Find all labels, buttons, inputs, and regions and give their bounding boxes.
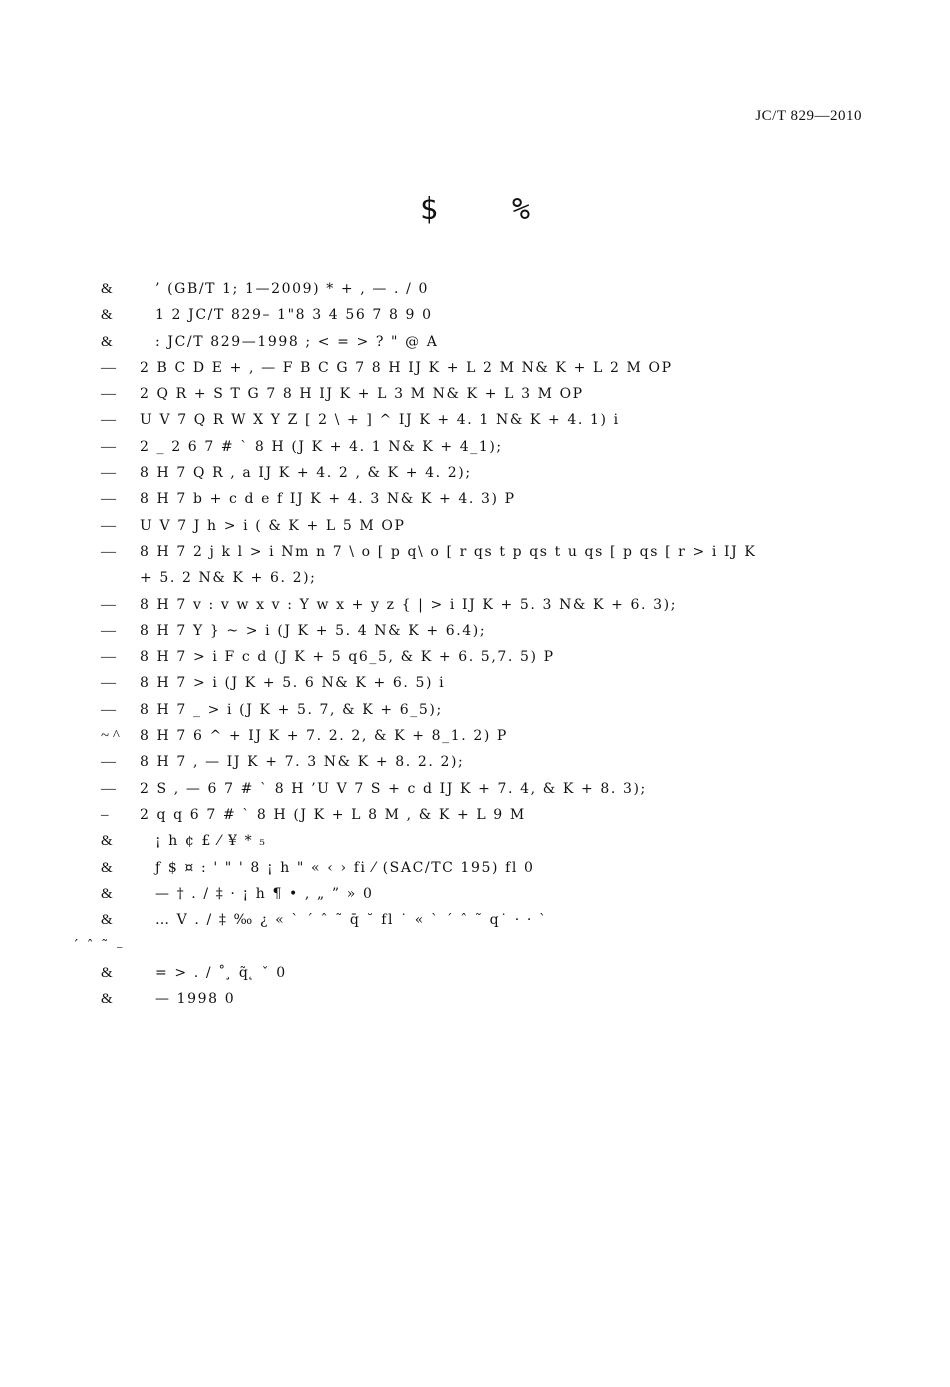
line-text: ´ ˆ ˜ ₋ bbox=[72, 938, 125, 955]
text-line bbox=[0, 276, 950, 302]
text-line bbox=[0, 381, 950, 407]
header-standard-code: JC/T 829—2010 bbox=[755, 108, 862, 124]
page-title bbox=[0, 192, 950, 227]
line-marker: — bbox=[101, 438, 116, 455]
line-text: ƒ $ ¤ : ' " ' 8 ¡ h " « ‹ › fi ⁄ (SAC/TC 195) fl 0 bbox=[155, 859, 535, 876]
line-text: U V 7 J h > i ( & K + L 5 M OP bbox=[140, 517, 406, 534]
text-line bbox=[0, 697, 950, 723]
line-text: 8 H 7 > i (J K + 5. 6 N& K + 6. 5) i bbox=[140, 675, 446, 692]
line-text: 8 H 7 Q R , a IJ K + 4. 2 , & K + 4. 2); bbox=[140, 465, 472, 482]
line-marker: — bbox=[101, 754, 116, 771]
line-marker: — bbox=[101, 701, 116, 718]
line-text: — † . / ‡ · ¡ h ¶ • , „ ” » 0 bbox=[155, 885, 374, 902]
line-marker: & bbox=[101, 833, 113, 850]
text-line bbox=[0, 933, 950, 959]
text-line bbox=[0, 776, 950, 802]
text-line bbox=[0, 907, 950, 933]
text-line bbox=[0, 355, 950, 381]
line-text: U V 7 Q R W X Y Z [ 2 \ + ] ^ IJ K + 4. 1 N& K + 4. 1) i bbox=[140, 412, 620, 429]
line-marker: — bbox=[101, 517, 116, 534]
line-marker: & bbox=[101, 885, 113, 902]
line-marker: & bbox=[101, 333, 113, 350]
line-marker: — bbox=[101, 596, 116, 613]
line-text: 8 H 7 , — IJ K + 7. 3 N& K + 8. 2. 2); bbox=[140, 754, 465, 771]
line-text: ’ (GB/T 1; 1—2009) * + , — . / 0 bbox=[155, 281, 430, 297]
line-text: 8 H 7 v : v w x v : Y w x + y z { | > i IJ K + 5. 3 N& K + 6. 3); bbox=[140, 596, 678, 613]
title-part: $ bbox=[419, 192, 438, 227]
line-text: + 5. 2 N& K + 6. 2); bbox=[140, 570, 317, 587]
text-line bbox=[0, 618, 950, 644]
line-marker: — bbox=[101, 465, 116, 482]
text-line bbox=[0, 434, 950, 460]
line-text: 2 Q R + S T G 7 8 H IJ K + L 3 M N& K + L 3 M OP bbox=[140, 386, 584, 403]
text-line bbox=[0, 539, 950, 565]
line-marker: — bbox=[101, 543, 116, 560]
line-marker: — bbox=[101, 412, 116, 429]
text-line bbox=[0, 407, 950, 433]
foreword-lines bbox=[0, 276, 950, 1012]
title-part: % bbox=[512, 192, 531, 227]
line-text: 2 q q 6 7 # ` 8 H (J K + L 8 M , & K + L 9 M bbox=[140, 806, 526, 823]
line-marker: – bbox=[101, 806, 109, 823]
line-marker: — bbox=[101, 622, 116, 639]
line-text: 2 B C D E + , — F B C G 7 8 H IJ K + L 2 M N& K + L 2 M OP bbox=[140, 359, 673, 376]
text-line bbox=[0, 670, 950, 696]
line-text: ¡ h ¢ £ ⁄ ¥ * ₅ bbox=[155, 833, 267, 850]
line-marker: & bbox=[101, 859, 113, 876]
line-marker: & bbox=[101, 912, 113, 929]
line-marker: — bbox=[101, 491, 116, 508]
line-marker: — bbox=[101, 780, 116, 797]
text-line bbox=[0, 486, 950, 512]
line-text: 2 _ 2 6 7 # ` 8 H (J K + 4. 1 N& K + 4_1); bbox=[140, 438, 503, 455]
text-line bbox=[0, 749, 950, 775]
text-line bbox=[0, 302, 950, 328]
text-line bbox=[0, 828, 950, 854]
line-marker: — bbox=[101, 386, 116, 403]
line-marker: & bbox=[101, 964, 113, 981]
line-text: = > . / ˚ ̧ q̃ ̨ ˇ 0 bbox=[155, 964, 287, 981]
text-line bbox=[0, 960, 950, 986]
text-line bbox=[0, 644, 950, 670]
line-marker: — bbox=[101, 675, 116, 692]
line-text: 2 S , — 6 7 # ` 8 H ’U V 7 S + c d IJ K + 7. 4, & K + 8. 3); bbox=[140, 780, 647, 797]
text-line bbox=[0, 329, 950, 355]
line-text: 1 2 JC/T 829– 1"8 3 4 56 7 8 9 0 bbox=[155, 307, 433, 324]
line-text: 8 H 7 Y } ~ > i (J K + 5. 4 N& K + 6.4); bbox=[140, 622, 487, 639]
text-line bbox=[0, 723, 950, 749]
line-marker: ~ ^ bbox=[101, 728, 120, 745]
line-marker: & bbox=[101, 307, 113, 324]
text-line bbox=[0, 855, 950, 881]
line-text: … V . / ‡ ‰ ¿ « ` ´ ˆ ˜ q̄ ˘ fl ˙ « ` ´ ˆ ˜ q˙ · · ` bbox=[155, 912, 548, 929]
line-marker: & bbox=[101, 281, 113, 297]
line-marker: — bbox=[101, 649, 116, 666]
text-line bbox=[0, 565, 950, 591]
text-line bbox=[0, 513, 950, 539]
line-text: 8 H 7 6 ^ + IJ K + 7. 2. 2, & K + 8_1. 2) P bbox=[140, 728, 508, 745]
text-line bbox=[0, 881, 950, 907]
text-line bbox=[0, 592, 950, 618]
line-text: 8 H 7 > i F c d (J K + 5 q6_5, & K + 6. 5,7. 5) P bbox=[140, 649, 555, 666]
line-text: 8 H 7 _ > i (J K + 5. 7, & K + 6_5); bbox=[140, 701, 443, 718]
line-marker: & bbox=[101, 991, 113, 1008]
line-text: : JC/T 829—1998 ; < = > ? " @ A bbox=[155, 333, 439, 350]
line-text: 8 H 7 2 j k l > i Nm n 7 \ o [ p q\ o [ r qs t p qs t u qs [ p qs [ r > i IJ K bbox=[140, 543, 757, 560]
text-line bbox=[0, 986, 950, 1012]
text-line bbox=[0, 802, 950, 828]
line-text: — 1998 0 bbox=[155, 991, 236, 1008]
line-marker: — bbox=[101, 359, 116, 376]
text-line bbox=[0, 460, 950, 486]
line-text: 8 H 7 b + c d e f IJ K + 4. 3 N& K + 4. 3) P bbox=[140, 491, 516, 508]
